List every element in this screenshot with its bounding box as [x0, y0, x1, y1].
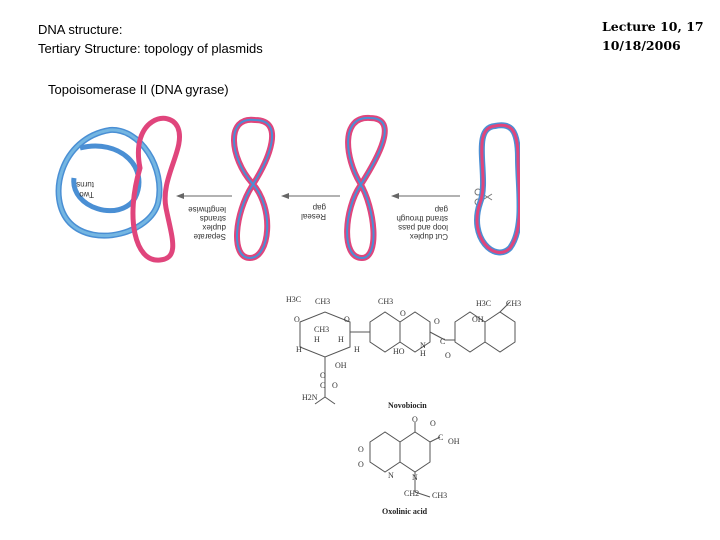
- svg-text:O: O: [320, 371, 326, 380]
- svg-text:O: O: [344, 315, 350, 324]
- svg-text:O: O: [412, 415, 418, 424]
- svg-text:HO: HO: [393, 347, 405, 356]
- figure-eight-2: [347, 118, 385, 258]
- svg-text:H: H: [354, 345, 360, 354]
- svg-text:N: N: [420, 341, 426, 350]
- svg-text:H3C: H3C: [476, 299, 492, 308]
- svg-text:N: N: [388, 471, 394, 480]
- svg-text:C: C: [440, 337, 446, 346]
- svg-text:O: O: [434, 317, 440, 326]
- subtitle: Topoisomerase II (DNA gyrase): [48, 82, 229, 97]
- lecture-number: Lecture 10, 17: [602, 19, 704, 34]
- arrow-3: [391, 193, 460, 199]
- svg-text:OH: OH: [448, 437, 460, 446]
- svg-text:O: O: [430, 419, 436, 428]
- plasmid-bean: [477, 125, 520, 252]
- oxolinic-acid-structure: [358, 415, 460, 516]
- svg-text:lengthwise: lengthwise: [188, 205, 226, 214]
- svg-text:gap: gap: [312, 203, 326, 212]
- svg-text:H: H: [338, 335, 344, 344]
- svg-text:loop and pass: loop and pass: [398, 223, 448, 232]
- svg-text:CH3: CH3: [432, 491, 448, 500]
- svg-text:O: O: [445, 351, 451, 360]
- novobiocin-label: Novobiocin: [388, 401, 427, 410]
- svg-text:strands: strands: [199, 214, 226, 223]
- svg-text:H: H: [296, 345, 302, 354]
- svg-text:CH3: CH3: [315, 297, 331, 306]
- svg-text:OH: OH: [335, 361, 347, 370]
- svg-text:CH3: CH3: [506, 299, 522, 308]
- reseal-text: [301, 203, 326, 221]
- svg-text:H: H: [314, 335, 320, 344]
- lecture-info: [602, 17, 704, 55]
- turns-label-1: Two: [79, 190, 94, 199]
- svg-text:O: O: [332, 381, 338, 390]
- figure-eight-1: [234, 120, 272, 258]
- svg-text:H3C: H3C: [286, 295, 302, 304]
- svg-text:H2N: H2N: [302, 393, 318, 402]
- svg-text:N: N: [412, 473, 418, 482]
- title-line-1: DNA structure:: [38, 22, 123, 37]
- lecture-date: 10/18/2006: [602, 38, 681, 53]
- chemical-structures: [280, 292, 540, 532]
- svg-text:C: C: [438, 433, 444, 442]
- novobiocin-structure: [286, 295, 521, 410]
- gyrase-topology-diagram: [40, 108, 520, 268]
- oxolinic-label: Oxolinic acid: [382, 507, 428, 516]
- svg-text:Reseal: Reseal: [301, 212, 326, 221]
- svg-text:H: H: [420, 349, 426, 358]
- svg-text:O: O: [400, 309, 406, 318]
- svg-text:duplex: duplex: [202, 223, 226, 232]
- svg-text:strand through: strand through: [396, 214, 448, 223]
- svg-text:Cut duplex: Cut duplex: [409, 232, 448, 241]
- svg-text:O: O: [294, 315, 300, 324]
- cut-text: [396, 205, 448, 241]
- svg-text:Separate: Separate: [193, 232, 226, 241]
- svg-text:CH2: CH2: [404, 489, 420, 498]
- arrow-2: [281, 193, 340, 199]
- svg-text:O: O: [358, 460, 364, 469]
- svg-text:gap: gap: [434, 205, 448, 214]
- svg-text:CH3: CH3: [378, 297, 394, 306]
- svg-text:O: O: [358, 445, 364, 454]
- turns-label-2: turns: [76, 180, 94, 189]
- two-turns-loop: [59, 130, 160, 236]
- title-line-2: Tertiary Structure: topology of plasmids: [38, 41, 263, 56]
- svg-text:OH: OH: [472, 315, 484, 324]
- separate-text: [188, 205, 226, 241]
- svg-text:CH3: CH3: [314, 325, 330, 334]
- arrow-1: [176, 193, 232, 199]
- svg-text:C: C: [320, 381, 326, 390]
- title-block: [38, 20, 263, 58]
